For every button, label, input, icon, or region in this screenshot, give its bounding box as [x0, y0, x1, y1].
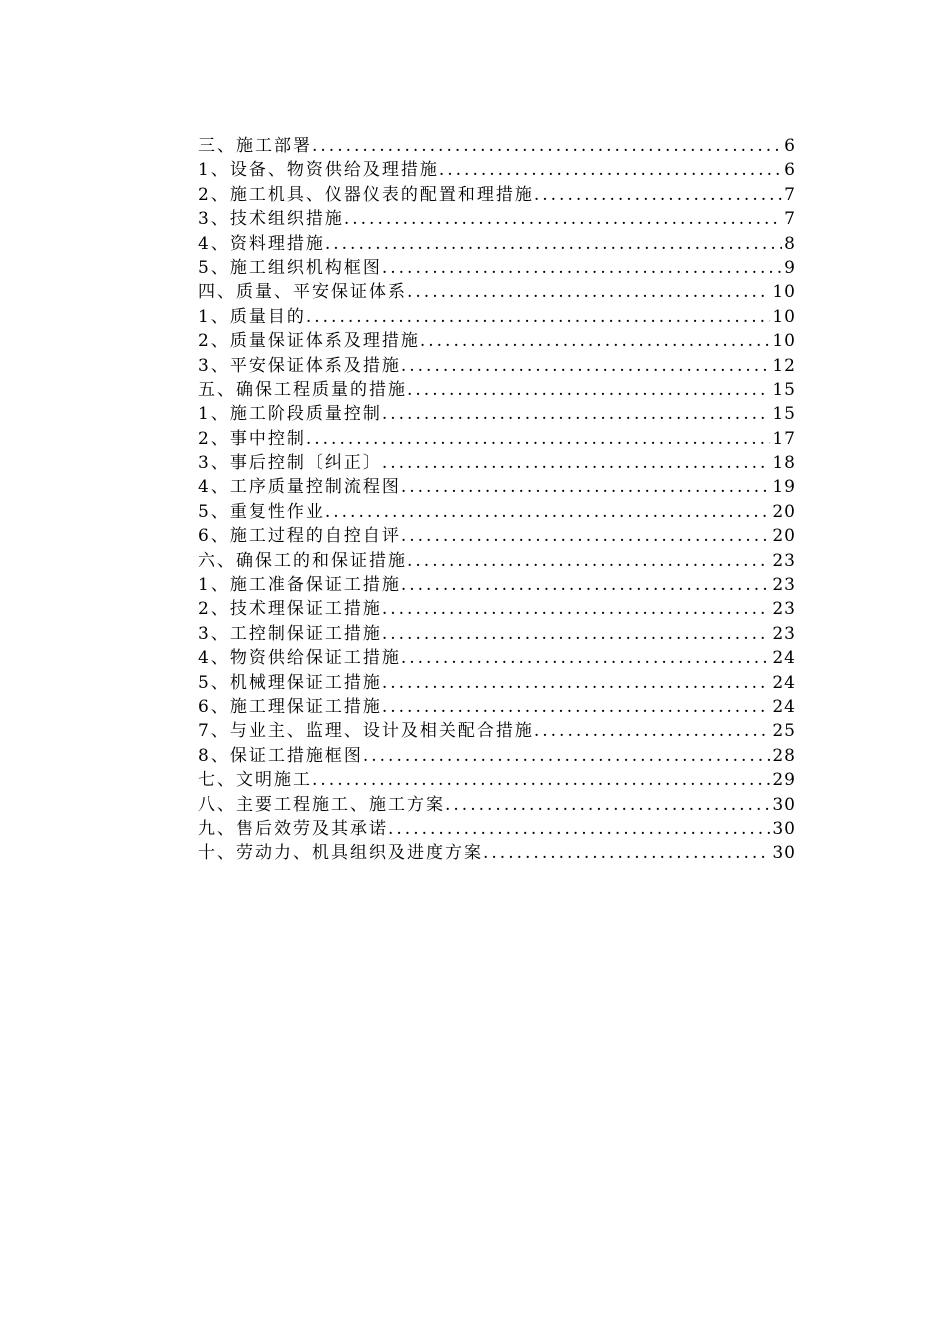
toc-dot-leader: [382, 597, 771, 621]
toc-entry[interactable]: [198, 695, 796, 719]
toc-entry[interactable]: [198, 475, 796, 499]
toc-entry-title: 1、质量目的: [198, 306, 306, 327]
toc-entry-page-number: 19: [772, 477, 796, 498]
toc-entry-page-number: 30: [772, 818, 796, 839]
toc-entry[interactable]: [198, 817, 796, 841]
toc-entry-page-number: 23: [772, 623, 796, 644]
toc-entry[interactable]: [198, 744, 796, 768]
toc-entry-title: 十、劳动力、机具组织及进度方案: [198, 843, 483, 864]
toc-dot-leader: [312, 134, 782, 158]
toc-entry-title: 九、售后效劳及其承诺: [198, 818, 388, 839]
toc-entry-page-number: 23: [772, 550, 796, 571]
toc-entry[interactable]: [198, 232, 796, 256]
toc-entry-title: 七、文明施工: [198, 770, 312, 791]
toc-dot-leader: [401, 475, 771, 499]
toc-entry[interactable]: [198, 402, 796, 426]
toc-entry-title: 2、质量保证体系及理措施: [198, 331, 420, 352]
toc-entry[interactable]: [198, 451, 796, 475]
toc-entry[interactable]: [198, 573, 796, 597]
toc-entry-page-number: 6: [784, 160, 796, 181]
toc-dot-leader: [439, 158, 782, 182]
toc-entry-title: 5、施工组织机构框图: [198, 257, 382, 278]
toc-entry[interactable]: [198, 549, 796, 573]
toc-dot-leader: [382, 671, 771, 695]
toc-entry-title: 5、机械理保证工措施: [198, 672, 382, 693]
toc-entry-title: 1、施工阶段质量控制: [198, 404, 382, 425]
toc-entry-page-number: 12: [772, 355, 796, 376]
toc-entry-title: 五、确保工程质量的措施: [198, 379, 407, 400]
toc-dot-leader: [382, 622, 771, 646]
toc-entry-title: 6、施工理保证工措施: [198, 696, 382, 717]
toc-dot-leader: [312, 768, 770, 792]
toc-entry[interactable]: [198, 622, 796, 646]
toc-dot-leader: [363, 744, 771, 768]
toc-entry-page-number: 28: [772, 745, 796, 766]
toc-dot-leader: [306, 427, 771, 451]
toc-dot-leader: [401, 524, 771, 548]
toc-entry[interactable]: [198, 158, 796, 182]
toc-entry-title: 5、重复性作业: [198, 501, 325, 522]
toc-entry-page-number: 10: [772, 306, 796, 327]
toc-entry-title: 3、平安保证体系及措施: [198, 355, 401, 376]
toc-entry-title: 3、技术组织措施: [198, 209, 344, 230]
toc-entry-page-number: 8: [784, 233, 796, 254]
toc-entry-title: 六、确保工的和保证措施: [198, 550, 407, 571]
toc-entry-page-number: 23: [772, 575, 796, 596]
toc-dot-leader: [483, 841, 770, 865]
toc-entry-title: 7、与业主、监理、设计及相关配合措施: [198, 721, 534, 742]
toc-entry-page-number: 7: [784, 209, 796, 230]
toc-dot-leader: [401, 646, 771, 670]
toc-entry[interactable]: [198, 719, 796, 743]
toc-entry-page-number: 23: [772, 599, 796, 620]
toc-entry-page-number: 29: [772, 770, 796, 791]
toc-entry[interactable]: [198, 134, 796, 158]
toc-entry[interactable]: [198, 305, 796, 329]
toc-dot-leader: [407, 549, 770, 573]
toc-entry-title: 4、物资供给保证工措施: [198, 648, 401, 669]
toc-entry-page-number: 15: [772, 379, 796, 400]
toc-entry[interactable]: [198, 183, 796, 207]
toc-entry[interactable]: [198, 256, 796, 280]
toc-entry[interactable]: [198, 841, 796, 865]
toc-dot-leader: [534, 183, 782, 207]
table-of-contents: [198, 134, 796, 866]
toc-entry[interactable]: [198, 207, 796, 231]
toc-entry-page-number: 25: [772, 721, 796, 742]
toc-dot-leader: [382, 256, 782, 280]
toc-entry-page-number: 15: [772, 404, 796, 425]
toc-dot-leader: [401, 354, 771, 378]
toc-entry[interactable]: [198, 280, 796, 304]
toc-entry[interactable]: [198, 768, 796, 792]
toc-entry-title: 2、技术理保证工措施: [198, 599, 382, 620]
toc-entry-title: 四、质量、平安保证体系: [198, 282, 407, 303]
toc-entry-page-number: 17: [772, 428, 796, 449]
toc-dot-leader: [382, 402, 771, 426]
toc-entry-title: 2、施工机具、仪器仪表的配置和理措施: [198, 184, 534, 205]
toc-entry-title: 1、设备、物资供给及理措施: [198, 160, 439, 181]
toc-entry[interactable]: [198, 597, 796, 621]
toc-entry-page-number: 9: [784, 257, 796, 278]
toc-entry[interactable]: [198, 524, 796, 548]
toc-dot-leader: [344, 207, 782, 231]
toc-entry-page-number: 30: [772, 843, 796, 864]
toc-entry[interactable]: [198, 427, 796, 451]
toc-entry-page-number: 10: [772, 331, 796, 352]
toc-entry[interactable]: [198, 646, 796, 670]
toc-dot-leader: [388, 817, 770, 841]
toc-entry-title: 2、事中控制: [198, 428, 306, 449]
toc-dot-leader: [306, 305, 771, 329]
toc-entry-page-number: 20: [772, 501, 796, 522]
toc-entry-page-number: 6: [784, 136, 796, 156]
toc-entry-page-number: 24: [772, 696, 796, 717]
toc-entry-title: 三、施工部署: [198, 136, 312, 156]
toc-entry[interactable]: [198, 500, 796, 524]
toc-entry-title: 8、保证工措施框图: [198, 745, 363, 766]
toc-entry-title: 3、事后控制〔纠正〕: [198, 453, 382, 474]
toc-entry-title: 4、工序质量控制流程图: [198, 477, 401, 498]
toc-dot-leader: [325, 500, 771, 524]
toc-dot-leader: [534, 719, 771, 743]
toc-entry-page-number: 20: [772, 526, 796, 547]
toc-entry-page-number: 7: [784, 184, 796, 205]
toc-entry[interactable]: [198, 329, 796, 353]
toc-entry[interactable]: [198, 354, 796, 378]
toc-dot-leader: [445, 793, 770, 817]
toc-entry[interactable]: [198, 793, 796, 817]
toc-entry-page-number: 10: [772, 282, 796, 303]
toc-entry-title: 4、资料理措施: [198, 233, 325, 254]
toc-entry-page-number: 24: [772, 648, 796, 669]
toc-entry-page-number: 30: [772, 794, 796, 815]
toc-dot-leader: [407, 378, 770, 402]
toc-dot-leader: [420, 329, 771, 353]
toc-dot-leader: [382, 451, 771, 475]
toc-entry[interactable]: [198, 378, 796, 402]
toc-entry-title: 1、施工准备保证工措施: [198, 575, 401, 596]
toc-entry-title: 6、施工过程的自控自评: [198, 526, 401, 547]
toc-dot-leader: [407, 280, 770, 304]
toc-entry-title: 八、主要工程施工、施工方案: [198, 794, 445, 815]
toc-entry-title: 3、工控制保证工措施: [198, 623, 382, 644]
toc-dot-leader: [382, 695, 771, 719]
toc-entry-page-number: 18: [772, 453, 796, 474]
toc-dot-leader: [401, 573, 771, 597]
toc-dot-leader: [325, 232, 782, 256]
toc-entry[interactable]: [198, 671, 796, 695]
toc-entry-page-number: 24: [772, 672, 796, 693]
